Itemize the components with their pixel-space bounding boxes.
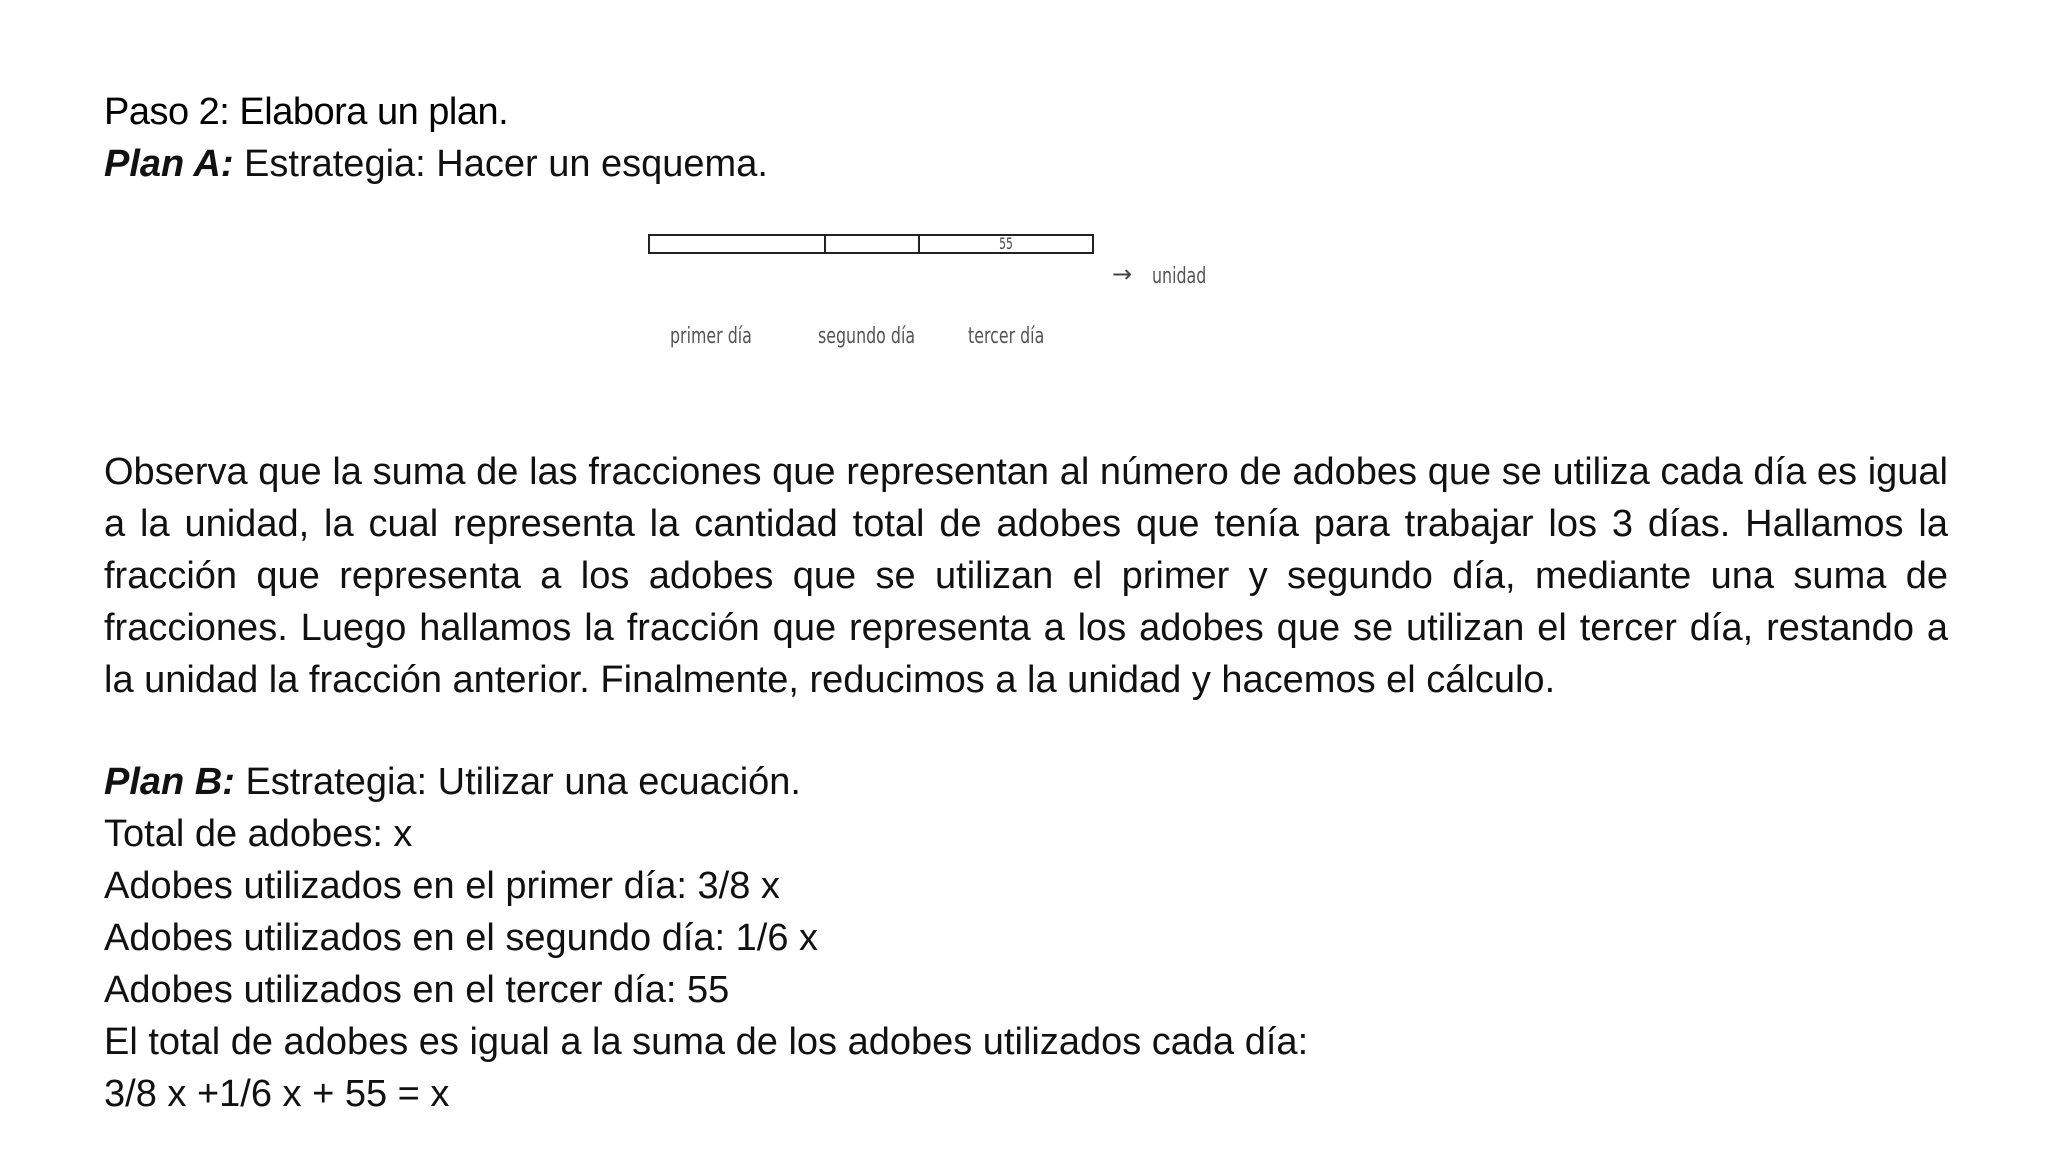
plan-b-label: Plan B:: [104, 761, 235, 803]
sum-statement-line: El total de adobes es igual a la suma de los adobes utilizados cada día:: [104, 1021, 1309, 1063]
segment-third-day: 55: [999, 234, 1013, 253]
explanation-paragraph: Observa que la suma de las fracciones que representan al número de adobes que se utiliza cada día es igual a la unidad, la cual representa la cantidad total de adobes que tenía para trabajar los 3 días. Hallamos la fracción que representa a los adobes que se utilizan el primer y segundo día, mediante una suma de fracciones. Luego hallamos la fracción que representa a los adobes que se utilizan el tercer día, restando a la unidad la fracción anterior. Finalmente, reducimos a la unidad y hacemos el cálculo.: [104, 451, 1948, 701]
equation-line: 3/8 x +1/6 x + 55 = x: [104, 1073, 450, 1115]
bar-diagram: [640, 228, 1240, 368]
plan-a-line: [104, 138, 768, 190]
step-title: Paso 2: Elabora un plan.: [104, 91, 509, 133]
day-label-second: segundo día: [818, 324, 916, 349]
third-day-line: Adobes utilizados en el tercer día: 55: [104, 969, 730, 1011]
day-label-first: primer día: [670, 324, 752, 349]
plan-b-line: [104, 756, 801, 808]
segment-second-day: [826, 236, 920, 252]
second-day-line: Adobes utilizados en el segundo día: 1/6 x: [104, 917, 819, 959]
total-adobes-line: Total de adobes: x: [104, 813, 413, 855]
arrow-right-icon: →: [1112, 260, 1133, 288]
first-day-line: Adobes utilizados en el primer día: 3/8 x: [104, 865, 780, 907]
segment-first-day: [650, 236, 826, 252]
plan-a-strategy: Estrategia: Hacer un esquema.: [233, 143, 768, 185]
plan-b-strategy: Estrategia: Utilizar una ecuación.: [234, 761, 801, 803]
plan-a-label: Plan A:: [104, 143, 234, 185]
unit-label: unidad: [1152, 264, 1207, 289]
unit-bar: [648, 234, 1094, 254]
day-label-third: tercer día: [968, 324, 1045, 349]
